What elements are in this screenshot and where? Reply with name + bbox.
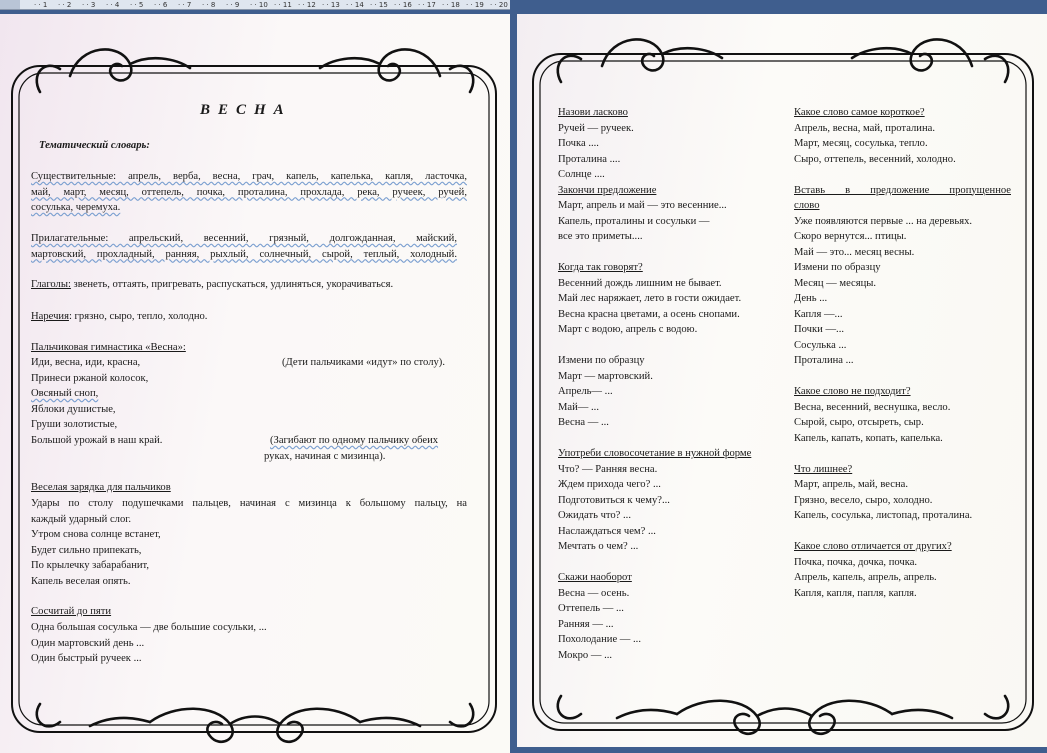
exercise-line: Проталина .... bbox=[558, 153, 621, 165]
finger-note-2 bbox=[264, 433, 439, 464]
spacer bbox=[558, 431, 751, 447]
exercise-line: Май лес наряжает, лето в гости ожидает. bbox=[558, 293, 742, 304]
exercise-line: Измени по образцу bbox=[794, 262, 881, 273]
adjectives-line: Прилагательные: апрельский, весенний, грязный, долгожданная, майский, bbox=[31, 233, 457, 244]
poem-line: Яблоки душистые, bbox=[31, 403, 116, 415]
exercise-line: Сыро, оттепель, весенний, холодно. bbox=[794, 153, 956, 165]
poem-line: Утром снова солнце встанет, bbox=[31, 529, 161, 540]
poem-line: Капель веселая опять. bbox=[31, 575, 131, 587]
exercise-line: Наслаждаться чем? ... bbox=[558, 525, 656, 537]
exercise-line: День ... bbox=[794, 293, 828, 304]
exercise-line: Март, апрель, май, весна. bbox=[794, 479, 908, 490]
poem-line: Большой урожай в наш край. bbox=[31, 434, 163, 446]
exercise-heading: Назови ласково bbox=[558, 107, 628, 118]
ruler-tick: · · 10 bbox=[250, 1, 268, 9]
ruler-tick: · · 4 bbox=[106, 1, 120, 9]
exercise-line: Апрель— ... bbox=[558, 386, 613, 397]
exercise-line: все это приметы.... bbox=[558, 231, 643, 242]
exercise-line: Весна — осень. bbox=[558, 587, 630, 599]
exercise-line: Март — мартовский. bbox=[558, 370, 653, 382]
exercise-line: Капель, капать, копать, капелька. bbox=[794, 432, 943, 444]
ruler-tick: · · 5 bbox=[130, 1, 144, 9]
poem-line: Овсяный сноп, bbox=[31, 388, 99, 399]
exercise-line: Сырой, сыро, отсыреть, сыр. bbox=[794, 417, 924, 428]
exercise-heading: Когда так говорят? bbox=[558, 262, 643, 273]
ruler-tick: · · 13 bbox=[322, 1, 340, 9]
exercise-line: Апрель, капель, апрель, апрель. bbox=[794, 572, 937, 583]
dictionary-heading bbox=[39, 138, 150, 154]
spacer bbox=[558, 555, 751, 571]
ruler-tick: · · 16 bbox=[394, 1, 412, 9]
exercise-line: Март, месяц, сосулька, тепло. bbox=[794, 138, 928, 149]
finger-heading-text: Пальчиковая гимнастика «Весна»: bbox=[31, 342, 186, 353]
ruler-tick: · · 7 bbox=[178, 1, 192, 9]
exercise-line: Капель, проталины и сосульки — bbox=[558, 215, 710, 227]
exercise-line: Ожидать что? ... bbox=[558, 510, 631, 521]
page-title: ВЕСНА bbox=[200, 102, 292, 118]
count-heading-text: Сосчитай до пяти bbox=[31, 606, 112, 617]
exercise-line: Уже появляются первые ... на деревьях. bbox=[794, 215, 973, 227]
verbs-line bbox=[31, 277, 393, 293]
exercise-line: Что? — Ранняя весна. bbox=[558, 463, 658, 475]
count-heading bbox=[31, 604, 111, 620]
spacer bbox=[794, 446, 1011, 462]
exercise-line: Солнце .... bbox=[558, 169, 605, 180]
exercise-heading: слово bbox=[794, 200, 820, 211]
ruler-tick: · · 12 bbox=[298, 1, 316, 9]
adverbs-label: Наречия bbox=[31, 311, 69, 322]
exercise-line: Мокро — ... bbox=[558, 649, 613, 661]
ruler-tick: · · 15 bbox=[370, 1, 388, 9]
count-lines bbox=[31, 620, 267, 667]
exercise-line: Март с водою, апрель с водою. bbox=[558, 324, 698, 335]
exercise-line: Мечтать о чем? ... bbox=[558, 541, 639, 552]
count-line: Один быстрый ручеек ... bbox=[31, 653, 142, 664]
nouns-paragraph bbox=[31, 169, 467, 216]
ruler-tick: · · 14 bbox=[346, 1, 364, 9]
spacer bbox=[558, 245, 751, 261]
exercise-line: Апрель, весна, май, проталина. bbox=[794, 122, 935, 134]
ruler-tick: · · 19 bbox=[466, 1, 484, 9]
exercise-line: Капля, капля, папля, капля. bbox=[794, 587, 917, 599]
poem-line: По крылечку забарабанит, bbox=[31, 560, 150, 571]
exercise-line: Почки —... bbox=[794, 324, 845, 335]
count-line: Один мартовский день ... bbox=[31, 637, 145, 649]
exercise-line: Похолодание — ... bbox=[558, 634, 641, 645]
exercise-heading: Какое слово самое короткое? bbox=[794, 107, 925, 118]
exercise-intro-line: каждый ударный слог. bbox=[31, 513, 132, 525]
ruler-tick: · · 8 bbox=[202, 1, 216, 9]
exercise-line: Почка, почка, дочка, почка. bbox=[794, 556, 918, 568]
exercise-line: Проталина ... bbox=[794, 355, 854, 366]
finger-poem bbox=[31, 355, 162, 448]
exercise-heading: Скажи наоборот bbox=[558, 572, 632, 583]
count-line: Одна большая сосулька — две большие сосульки, ... bbox=[31, 622, 267, 633]
exercise-line: Скоро вернутся... птицы. bbox=[794, 231, 907, 242]
finger-note-line: (Загибают по одному пальчику обеих bbox=[270, 435, 439, 446]
exercise-intro bbox=[31, 496, 467, 527]
adverbs-text: : грязно, сыро, тепло, холодно. bbox=[68, 311, 208, 322]
spacer bbox=[794, 369, 1011, 385]
exercise-line: Капель, сосулька, листопад, проталина. bbox=[794, 510, 973, 521]
exercise-line: Измени по образцу bbox=[558, 355, 645, 366]
adverbs-line bbox=[31, 309, 207, 325]
exercise-line: Март, апрель и май — это весенние... bbox=[558, 200, 727, 211]
ruler-tick: · · 1 bbox=[34, 1, 48, 9]
poem-line: Иди, весна, иди, красна, bbox=[31, 357, 141, 368]
ruler-tick: · · 11 bbox=[274, 1, 292, 9]
exercise-line: Весенний дождь лишним не бывает. bbox=[558, 277, 722, 289]
right-column-1 bbox=[558, 105, 751, 663]
ruler-tick: · · 6 bbox=[154, 1, 168, 9]
exercise-line: Капля —... bbox=[794, 308, 843, 320]
exercise-intro-line: Удары по столу подушечками пальцев, начиная с мизинца к большому пальцу, на bbox=[31, 498, 467, 509]
exercise-line: Ждем прихода чего? ... bbox=[558, 479, 661, 490]
ruler-tick: · · 2 bbox=[58, 1, 72, 9]
exercise-line: Весна — ... bbox=[558, 417, 609, 428]
right-column-2 bbox=[794, 105, 1011, 601]
ruler-tick: · · 3 bbox=[82, 1, 96, 9]
document-page-2 bbox=[517, 14, 1047, 747]
exercise-heading: Закончи предложение bbox=[558, 184, 657, 196]
exercise-line: Сосулька ... bbox=[794, 339, 847, 351]
adjectives-paragraph bbox=[31, 231, 457, 262]
poem-line: Груши золотистые, bbox=[31, 419, 118, 430]
finger-note-line: руках, начиная с мизинца). bbox=[264, 450, 386, 462]
nouns-line: май, март, месяц, оттепель, почка, проталина, прохлада, река, ручеек, ручей, bbox=[31, 186, 467, 198]
exercise-heading: Что лишнее? bbox=[794, 463, 853, 475]
adjectives-line: мартовский, прохладный, ранняя, рыхлый, солнечный, сырой, теплый, холодный. bbox=[31, 248, 457, 260]
poem-line: Будет сильно припекать, bbox=[31, 544, 142, 556]
ruler-tick: · · 18 bbox=[442, 1, 460, 9]
exercise-line: Ранняя — ... bbox=[558, 618, 614, 630]
finger-gymnastics-heading bbox=[31, 340, 186, 356]
exercise-line: Ручей — ручеек. bbox=[558, 122, 634, 134]
exercise-line: Май— ... bbox=[558, 401, 599, 413]
nouns-line: сосулька, черемуха. bbox=[31, 202, 121, 213]
exercise-line: Подготовиться к чему?... bbox=[558, 494, 670, 506]
verbs-text: звенеть, оттаять, пригревать, распускаться, удлиняться, укорачиваться. bbox=[70, 279, 394, 290]
exercise-poem bbox=[31, 527, 161, 589]
spacer bbox=[794, 524, 1011, 540]
exercise-heading: Какое слово отличается от других? bbox=[794, 541, 952, 552]
horizontal-ruler[interactable] bbox=[0, 0, 510, 10]
exercise-line: Месяц — месяцы. bbox=[794, 277, 877, 289]
exercise-line: Оттепель — ... bbox=[558, 603, 624, 614]
spacer bbox=[558, 338, 751, 354]
ruler-tick: · · 20 bbox=[490, 1, 508, 9]
exercise-line: Весна красна цветами, а осень снопами. bbox=[558, 308, 740, 320]
spacer bbox=[794, 167, 1011, 183]
ruler-tick: · · 17 bbox=[418, 1, 436, 9]
poem-line: Принеси ржаной колосок, bbox=[31, 372, 149, 384]
dictionary-heading-text: Тематический словарь: bbox=[39, 140, 150, 151]
document-page-1 bbox=[0, 14, 510, 753]
exercise-line: Весна, весенний, веснушка, весло. bbox=[794, 401, 951, 413]
exercise-heading: Вставь в предложение пропущенное bbox=[794, 184, 1011, 196]
exercise-heading: Какое слово не подходит? bbox=[794, 386, 911, 397]
ruler-tick: · · 9 bbox=[226, 1, 240, 9]
nouns-line: Существительные: апрель, верба, весна, грач, капель, капелька, капля, ласточка, bbox=[31, 171, 467, 182]
exercise-line: Почка .... bbox=[558, 138, 599, 149]
verbs-label: Глаголы: bbox=[31, 279, 71, 290]
exercise-heading: Употреби словосочетание в нужной форме bbox=[558, 448, 752, 459]
exercise-line: Май — это... месяц весны. bbox=[794, 246, 915, 258]
finger-note-1: (Дети пальчиками «идут» по столу). bbox=[282, 357, 445, 368]
exercise-heading bbox=[31, 480, 171, 496]
exercise-line: Грязно, весело, сыро, холодно. bbox=[794, 494, 933, 506]
exercise-heading-text: Веселая зарядка для пальчиков bbox=[31, 482, 171, 493]
